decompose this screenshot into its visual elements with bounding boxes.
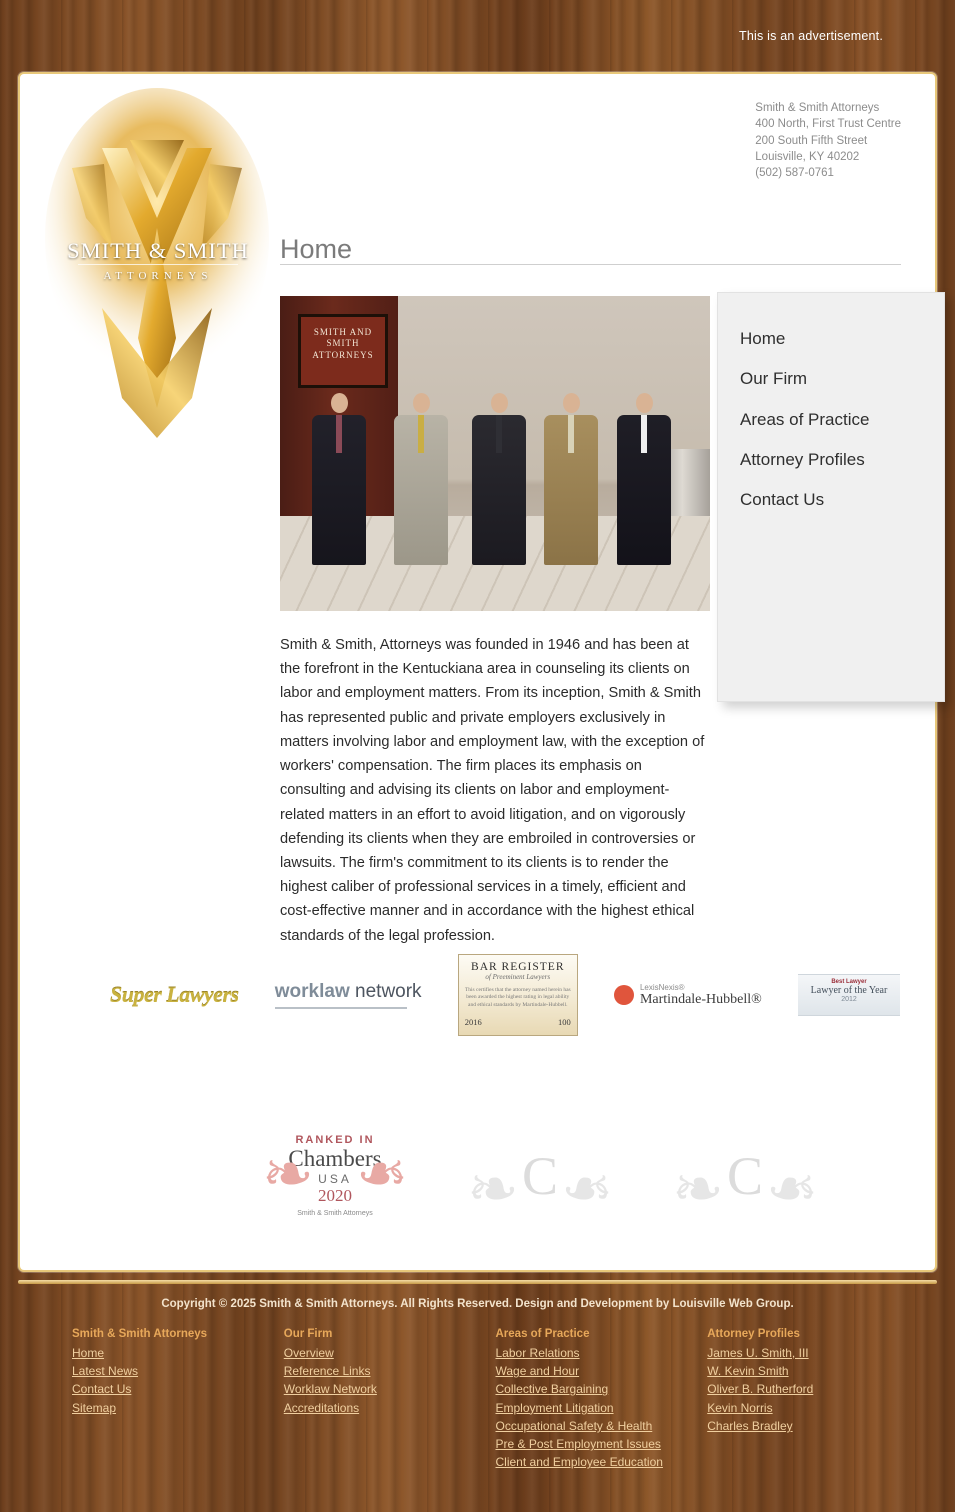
footer-link-james-u-smith-iii[interactable]: James U. Smith, III [707, 1346, 809, 1360]
lexisnexis-icon [614, 985, 634, 1005]
wreath-icon: ❧ [262, 1140, 314, 1209]
advertisement-bar [0, 0, 955, 72]
badge-super-lawyers[interactable] [110, 982, 239, 1008]
attorney-figure [615, 393, 673, 565]
chambers-badges [260, 1134, 820, 1224]
page-title: Home [280, 234, 353, 265]
main-content [280, 296, 710, 962]
logo-name: SMITH & SMITH [67, 238, 249, 263]
address-line: Smith & Smith Attorneys [755, 102, 880, 114]
footer-heading: Smith & Smith Attorneys [72, 1328, 208, 1340]
super-lawyers-label: Super Lawyers [110, 982, 239, 1007]
loty-main-label: Lawyer of the Year [810, 985, 888, 996]
bar-register-mark: 100 [558, 1017, 571, 1028]
footer-link-sitemap[interactable]: Sitemap [72, 1400, 117, 1415]
wreath-icon: ❧ [467, 1154, 519, 1224]
nav-item-areas-of-practice[interactable]: Areas of Practice [740, 409, 870, 429]
attorney-figure [470, 393, 528, 565]
footer-heading: Areas of Practice [495, 1328, 590, 1340]
bar-register-title: BAR REGISTER [471, 961, 565, 973]
footer-column-attorney-profiles [707, 1328, 883, 1472]
hero-plaque [298, 314, 388, 388]
address-line: Louisville, KY 40202 [755, 150, 860, 163]
address-line: 400 North, First Trust Centre [755, 118, 901, 131]
logo-divider [78, 264, 238, 265]
footer-link-home[interactable]: Home [72, 1346, 105, 1360]
footer-link-oliver-b-rutherford[interactable]: Oliver B. Rutherford [707, 1382, 814, 1397]
badge-chambers-placeholder-1[interactable] [465, 1145, 615, 1224]
phone-number: (502) 587-0761 [755, 167, 834, 180]
badge-bar-register[interactable] [458, 954, 578, 1036]
chambers-year: 2020 [318, 1186, 352, 1205]
title-divider [280, 264, 901, 265]
footer-link-reference-links[interactable]: Reference Links [283, 1364, 371, 1379]
main-navigation [717, 292, 945, 702]
attorney-figure [392, 393, 450, 565]
footer-heading: Our Firm [283, 1328, 333, 1340]
bar-register-subtitle: of Preeminent Lawyers [485, 973, 551, 981]
chambers-name: Chambers [288, 1146, 382, 1171]
intro-paragraph: Smith & Smith, Attorneys was founded in 1946 and has been at the forefront in the Kentuckiana area in counseling its clients on labor and employment matters. From its inception, Smith & Smith has represented public and private employers exclusively in matters involving labor and employment law, with the exception of workers' compensation. The firm places its emphasis on consulting and advising its clients on labor and employment-related matters in an effort to avoid litigation, and on vigorously defending its clients when they are embroiled in controversies or lawsuits. The firm's commitment to its clients is to render the highest caliber of professional services in a timely, efficient and cost-effective manner and in accordance with the highest ethical standards of the legal profession. [280, 637, 705, 944]
nav-item-contact-us[interactable]: Contact Us [740, 490, 825, 510]
main-content-card [18, 72, 937, 1272]
firm-address [755, 100, 901, 182]
footer-column-areas-of-practice [496, 1328, 672, 1472]
hero-plaque-text: SMITH AND SMITH ATTORNEYS [312, 327, 374, 360]
footer-link-collective-bargaining[interactable]: Collective Bargaining [495, 1382, 609, 1397]
nav-item-attorney-profiles[interactable]: Attorney Profiles [740, 449, 865, 469]
attorney-figure [310, 393, 368, 565]
chambers-mark: C [521, 1145, 559, 1206]
wreath-icon: ❧ [561, 1154, 613, 1224]
badge-chambers-placeholder-2[interactable] [670, 1145, 820, 1224]
footer-navigation [0, 1328, 955, 1512]
footer-link-worklaw-network[interactable]: Worklaw Network [283, 1382, 377, 1397]
footer-link-occupational-safety-health[interactable]: Occupational Safety & Health [495, 1418, 653, 1433]
footer-link-kevin-norris[interactable]: Kevin Norris [707, 1400, 773, 1415]
chambers-firm: Smith & Smith Attorneys [297, 1210, 373, 1217]
chambers-ranked-label: RANKED IN [295, 1134, 375, 1146]
footer-link-labor-relations[interactable]: Labor Relations [495, 1346, 580, 1360]
worklaw-word: worklaw [274, 981, 350, 1002]
chambers-mark: C [726, 1145, 764, 1206]
wreath-icon: ❧ [672, 1154, 724, 1224]
footer-heading: Attorney Profiles [707, 1328, 800, 1340]
bar-register-year: 2016 [464, 1017, 482, 1028]
footer-link-contact-us[interactable]: Contact Us [72, 1382, 132, 1397]
footer-link-w-kevin-smith[interactable]: W. Kevin Smith [707, 1364, 789, 1379]
worklaw-network-word: network [355, 981, 422, 1002]
accreditation-badges [110, 954, 900, 1036]
footer-link-latest-news[interactable]: Latest News [72, 1364, 139, 1379]
footer-column-our-firm [284, 1328, 460, 1472]
hero-photo [280, 296, 710, 611]
nav-item-our-firm[interactable]: Our Firm [740, 369, 808, 389]
advertisement-text: This is an advertisement. [739, 29, 883, 43]
attorney-figure [542, 393, 600, 565]
badge-lawyer-of-the-year[interactable] [798, 974, 900, 1016]
footer-link-pre-post-employment-issues[interactable]: Pre & Post Employment Issues [495, 1437, 661, 1452]
martindale-label: Martindale-Hubbell® [639, 991, 762, 1007]
loty-top-label: Best Lawyer [831, 979, 867, 985]
wreath-icon: ❧ [766, 1154, 818, 1224]
site-logo[interactable] [42, 78, 272, 468]
footer-link-accreditations[interactable]: Accreditations [283, 1400, 360, 1415]
badge-martindale-hubbell[interactable] [614, 983, 762, 1008]
footer-link-overview[interactable]: Overview [283, 1346, 334, 1360]
badge-chambers-usa-2020[interactable] [260, 1134, 410, 1217]
footer-link-wage-and-hour[interactable]: Wage and Hour [495, 1364, 580, 1379]
worklaw-underline [275, 1007, 407, 1009]
footer-link-charles-bradley[interactable]: Charles Bradley [707, 1418, 793, 1433]
copyright-text: Copyright © 2025 Smith & Smith Attorneys. All Rights Reserved. Design and Development by Louisville Web Group. [161, 1298, 794, 1310]
bar-register-body: This certifies that the attorney named herein has been awarded the highest rating in legal ability and ethical standards by Martindale-Hubbell. [464, 987, 571, 1008]
address-line: 200 South Fifth Street [755, 134, 868, 147]
footer-column-firm [72, 1328, 248, 1472]
chambers-region: USA [318, 1172, 352, 1186]
lexisnexis-label: LexisNexis® [639, 982, 685, 992]
footer-link-client-employee-education[interactable]: Client and Employee Education [495, 1455, 663, 1470]
wreath-icon: ❧ [356, 1140, 408, 1209]
badge-worklaw-network[interactable] [275, 981, 422, 1009]
nav-item-home[interactable]: Home [740, 329, 786, 348]
logo-subtitle: ATTORNEYS [103, 270, 213, 282]
loty-year: 2012 [841, 996, 857, 1003]
footer-link-employment-litigation[interactable]: Employment Litigation [495, 1400, 614, 1415]
